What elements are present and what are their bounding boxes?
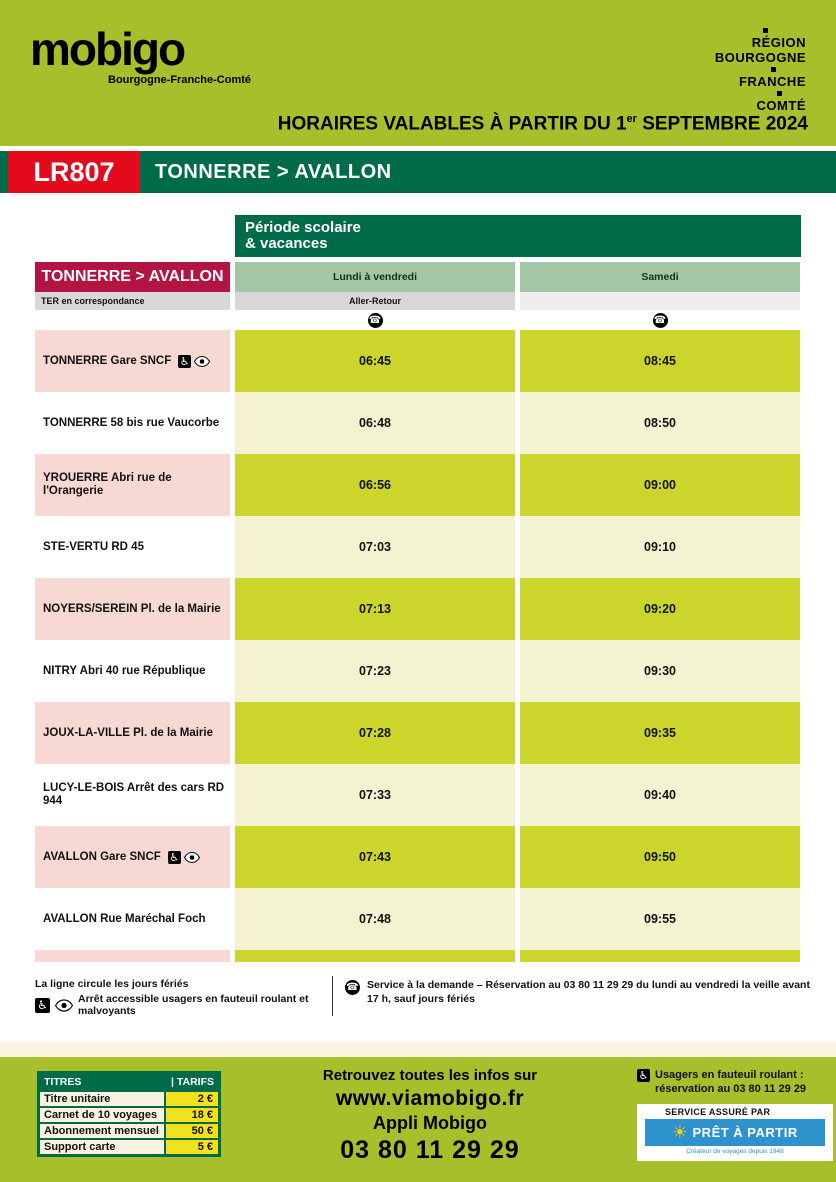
region-line: RÉGION — [751, 35, 806, 50]
wheelchair-note-line1: Usagers en fauteuil roulant : — [655, 1069, 804, 1081]
tariff-header-tarifs: | TARIFS — [171, 1076, 214, 1088]
partner-logo — [645, 1119, 825, 1146]
square-mark-icon — [777, 91, 782, 96]
stop-name: YROUERRE Abri rue de l'Orangerie — [35, 454, 230, 516]
service-by-label: SERVICE ASSURÉ PAR — [665, 1107, 771, 1117]
service-partner-box — [637, 1104, 833, 1161]
wheelchair-note-line2: réservation au 03 80 11 29 29 — [655, 1083, 807, 1095]
wheelchair-icon: ♿ — [179, 354, 190, 368]
mobigo-logo-subtitle: Bourgogne-Franche-Comté — [108, 74, 251, 86]
ter-row-label: TER en correspondance — [35, 292, 230, 310]
direction-header: TONNERRE > AVALLON — [35, 262, 230, 292]
tariff-row: Titre unitaire 2 € — [40, 1092, 218, 1106]
partner-name: PRÊT À PARTIR — [692, 1125, 798, 1140]
ter-row-empty-cell — [520, 292, 800, 310]
time-cell: 07:28 — [235, 702, 515, 764]
column-header-saturday: Samedi — [520, 262, 800, 292]
footnote-divider — [332, 976, 333, 1016]
phone-icon: ☎ — [653, 314, 667, 326]
table-row — [35, 764, 800, 826]
time-cell: 06:56 — [235, 454, 515, 516]
stop-name: NOYERS/SEREIN Pl. de la Mairie — [35, 578, 230, 640]
tariff-table — [37, 1071, 221, 1157]
phone-number: 03 80 11 29 29 — [340, 1136, 520, 1164]
time-cell: 08:50 — [520, 392, 800, 454]
line-direction-title: TONNERRE > AVALLON — [155, 160, 392, 183]
table-row — [35, 888, 800, 950]
stop-name: LUCY-LE-BOIS Arrêt des cars RD 944 — [35, 764, 230, 826]
footnote-holidays: La ligne circule les jours fériés — [35, 978, 189, 990]
stop-name: STE-VERTU RD 45 — [35, 516, 230, 578]
phone-icon: ☎ — [368, 314, 382, 326]
region-logo — [715, 26, 806, 113]
period-line2: & vacances — [245, 235, 328, 252]
header-banner — [0, 0, 836, 146]
region-line: FRANCHE — [738, 74, 806, 89]
table-row — [35, 392, 800, 454]
ter-row-value: Aller-Retour — [235, 292, 515, 310]
ondemand-icon-row — [35, 310, 800, 330]
time-cell: 06:48 — [235, 392, 515, 454]
time-cell: 09:00 — [520, 454, 800, 516]
column-header-row — [35, 262, 800, 292]
footer-contact-block — [280, 1066, 580, 1165]
website-link[interactable]: www.viamobigo.fr — [335, 1087, 525, 1110]
column-header-weekdays: Lundi à vendredi — [235, 262, 515, 292]
ter-row — [35, 292, 800, 310]
time-cell: 09:55 — [520, 888, 800, 950]
time-cell: 07:43 — [235, 826, 515, 888]
stop-name: AVALLON Gare SNCF ♿ — [35, 826, 230, 888]
table-row — [35, 826, 800, 888]
validity-date: HORAIRES VALABLES À PARTIR DU 1er SEPTEMBRE 2024 — [277, 113, 808, 135]
time-cell: 07:13 — [235, 578, 515, 640]
eye-icon — [55, 999, 73, 1012]
table-row — [35, 516, 800, 578]
time-cell: 07:03 — [235, 516, 515, 578]
time-cell: 08:45 — [520, 330, 800, 392]
time-cell: 09:30 — [520, 640, 800, 702]
footnote-ondemand — [345, 978, 815, 1006]
eye-icon — [194, 356, 210, 367]
stop-name: AVALLON Rue Maréchal Foch — [35, 888, 230, 950]
sun-icon: ☀ — [672, 1122, 688, 1143]
tariff-row: Support carte 5 € — [40, 1140, 218, 1154]
tariff-row: Carnet de 10 voyages 18 € — [40, 1108, 218, 1122]
table-row-partial — [35, 950, 800, 962]
time-cell: 06:45 — [235, 330, 515, 392]
mobigo-logo: mobigo — [30, 23, 185, 75]
partner-tagline: Créateur de voyages depuis 1948 — [686, 1148, 784, 1155]
stop-name: TONNERRE Gare SNCF ♿ — [35, 330, 230, 392]
footnote-accessible — [35, 993, 325, 1017]
footnote-ondemand-text: Service à la demande – Réservation au 03 80 11 29 29 du lundi au vendredi la veille avant 17 h, sauf jours fériés — [367, 979, 810, 1005]
eye-icon — [184, 852, 200, 863]
app-name: Appli Mobigo — [373, 1113, 487, 1133]
time-cell: 09:10 — [520, 516, 800, 578]
footer-infos-line: Retrouvez toutes les infos sur — [322, 1067, 538, 1084]
separator-strip — [0, 1042, 836, 1057]
stop-name: JOUX-LA-VILLE Pl. de la Mairie — [35, 702, 230, 764]
time-cell: 09:20 — [520, 578, 800, 640]
table-row — [35, 330, 800, 392]
table-row — [35, 578, 800, 640]
time-cell: 07:33 — [235, 764, 515, 826]
stop-name: TONNERRE 58 bis rue Vaucorbe — [35, 392, 230, 454]
region-line: COMTÉ — [756, 98, 806, 113]
tariff-row: Abonnement mensuel 50 € — [40, 1124, 218, 1138]
wheelchair-icon: ♿ — [35, 998, 50, 1013]
footnote-accessible-text: Arrêt accessible usagers en fauteuil roulant et malvoyants — [78, 993, 309, 1017]
wheelchair-reservation-note — [637, 1068, 833, 1096]
time-cell: 09:40 — [520, 764, 800, 826]
time-cell: 09:50 — [520, 826, 800, 888]
table-row — [35, 454, 800, 516]
region-line: BOURGOGNE — [714, 50, 806, 65]
square-mark-icon — [763, 28, 768, 33]
wheelchair-icon: ♿ — [169, 850, 180, 864]
wheelchair-icon: ♿ — [638, 1069, 649, 1082]
time-cell: 07:23 — [235, 640, 515, 702]
table-row — [35, 702, 800, 764]
period-header — [235, 215, 801, 257]
time-cell: 07:48 — [235, 888, 515, 950]
line-code-badge: LR807 — [8, 151, 140, 193]
tariff-header — [40, 1074, 218, 1090]
tariff-header-titres: TITRES — [44, 1076, 82, 1088]
square-mark-icon — [771, 67, 776, 72]
stop-name: NITRY Abri 40 rue République — [35, 640, 230, 702]
table-row — [35, 640, 800, 702]
time-cell: 09:35 — [520, 702, 800, 764]
period-line1: Période scolaire — [245, 219, 361, 236]
phone-icon: ☎ — [346, 982, 359, 993]
